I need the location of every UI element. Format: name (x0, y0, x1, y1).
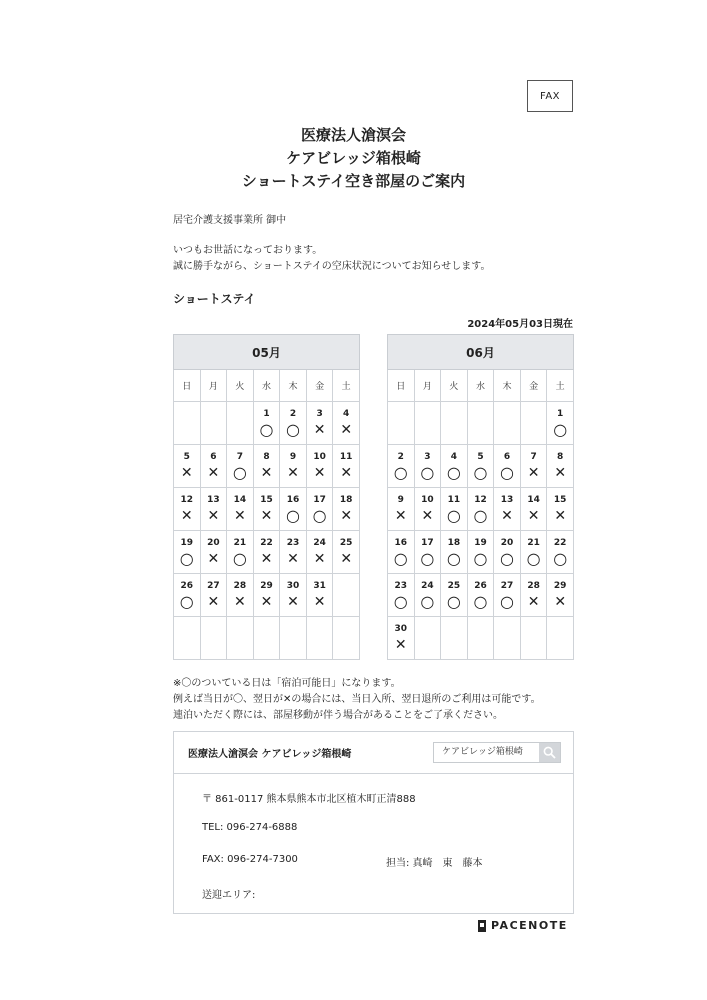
unavailable-mark: ✕ (527, 594, 540, 610)
day-number: 14 (527, 495, 540, 505)
day-number: 27 (207, 581, 220, 591)
calendar-week (388, 488, 574, 531)
calendar-empty-cell (414, 617, 441, 660)
weekday-label: 土 (547, 370, 574, 402)
unavailable-mark: ✕ (207, 551, 220, 567)
note-line: 連泊いただく際には、部屋移動が伴う場合があることをご了承ください。 (173, 710, 503, 721)
calendar-day-cell (520, 488, 547, 531)
unavailable-mark: ✕ (313, 594, 326, 610)
day-number: 8 (557, 452, 564, 462)
calendar-day-cell (174, 531, 201, 574)
day-number: 28 (233, 581, 247, 591)
day-number: 3 (316, 409, 323, 419)
unavailable-mark: ✕ (527, 465, 540, 481)
calendar-day-cell (414, 445, 441, 488)
day-number: 2 (289, 409, 297, 419)
search-box[interactable] (433, 742, 561, 763)
day-number: 18 (339, 495, 353, 505)
available-mark: ○ (393, 463, 408, 482)
calendar-empty-cell (467, 402, 494, 445)
unavailable-mark: ✕ (207, 594, 220, 610)
day-number: 7 (530, 452, 537, 462)
calendar-empty-cell (494, 617, 521, 660)
available-mark: ○ (312, 506, 327, 525)
calendar-day-cell (280, 445, 307, 488)
greeting (173, 243, 491, 275)
contact-person: 担当: 真崎 東 藤本 (386, 858, 483, 869)
available-mark: ○ (473, 463, 488, 482)
calendar-week (388, 531, 574, 574)
calendar-empty-cell (174, 402, 201, 445)
day-number: 24 (421, 581, 434, 591)
available-mark: ○ (446, 463, 461, 482)
unavailable-mark: ✕ (234, 508, 246, 524)
title-organization: 医療法人滄溟会 (300, 126, 406, 144)
unavailable-mark: ✕ (313, 422, 326, 438)
calendar-week (174, 488, 360, 531)
calendar-day-cell (388, 445, 415, 488)
available-mark: ○ (473, 592, 488, 611)
pacenote-logo (478, 919, 568, 932)
calendar-day-cell (547, 574, 574, 617)
available-mark: ○ (446, 506, 461, 525)
search-icon (543, 746, 556, 759)
calendar-day-cell (306, 402, 333, 445)
calendar-empty-cell (306, 617, 333, 660)
unavailable-mark: ✕ (340, 551, 353, 567)
contact-fax: FAX: 096-274-7300 (202, 854, 298, 865)
contact-area: 送迎エリア: (202, 890, 256, 901)
unavailable-mark: ✕ (554, 594, 567, 610)
available-mark: ○ (259, 420, 274, 439)
day-number: 6 (210, 452, 217, 462)
unavailable-mark: ✕ (394, 508, 407, 524)
calendar-day-cell (174, 574, 201, 617)
logo-text: PACENOTE (491, 919, 568, 932)
calendar-day-cell (547, 488, 574, 531)
calendar-day-cell (388, 574, 415, 617)
unavailable-mark: ✕ (180, 508, 193, 524)
greeting-line: いつもお世話になっております。 (173, 245, 323, 256)
day-number: 29 (553, 581, 567, 591)
unavailable-mark: ✕ (260, 508, 273, 524)
calendar-day-cell (520, 445, 547, 488)
calendar-day-cell (333, 445, 360, 488)
calendar-day-cell (441, 574, 468, 617)
day-number: 29 (260, 581, 273, 591)
available-mark: ○ (473, 506, 488, 525)
calendar-empty-cell (200, 617, 227, 660)
available-mark: ○ (553, 420, 568, 439)
weekday-label: 水 (253, 370, 280, 402)
title-facility: ケアビレッジ箱根崎 (286, 149, 421, 167)
day-number: 26 (180, 581, 194, 591)
calendar-day-cell (280, 402, 307, 445)
calendar-may (173, 334, 360, 660)
day-number: 23 (286, 538, 300, 548)
weekday-label: 土 (333, 370, 360, 402)
day-number: 19 (474, 538, 487, 548)
title-subject: ショートステイ空き部屋のご案内 (241, 172, 466, 190)
unavailable-mark: ✕ (207, 465, 220, 481)
available-mark: ○ (420, 463, 435, 482)
day-number: 2 (397, 452, 404, 462)
calendar-empty-cell (441, 617, 468, 660)
available-mark: ○ (446, 592, 461, 611)
calendar-day-cell (520, 531, 547, 574)
calendar-day-cell (174, 445, 201, 488)
available-mark: ○ (446, 549, 461, 568)
calendar-day-cell (494, 574, 521, 617)
calendar-day-cell (467, 574, 494, 617)
weekday-label: 火 (227, 370, 254, 402)
calendar-day-cell (520, 574, 547, 617)
contact-box (173, 731, 574, 914)
calendar-day-cell (227, 488, 254, 531)
calendar-day-cell (280, 488, 307, 531)
note-line: ※〇のついている日は「宿泊可能日」になります。 (173, 678, 401, 689)
calendar-day-cell (253, 445, 280, 488)
calendar-day-cell (494, 488, 521, 531)
day-number: 10 (313, 452, 326, 462)
day-number: 19 (180, 538, 194, 548)
unavailable-mark: ✕ (340, 465, 353, 481)
calendar-day-cell (253, 574, 280, 617)
unavailable-mark: ✕ (287, 551, 299, 567)
calendar-day-cell (441, 531, 468, 574)
available-mark: ○ (179, 592, 194, 611)
day-number: 10 (421, 495, 434, 505)
calendar-empty-cell (388, 402, 415, 445)
unavailable-mark: ✕ (421, 508, 434, 524)
unavailable-mark: ✕ (207, 508, 220, 524)
weekday-label: 日 (174, 370, 201, 402)
unavailable-mark: ✕ (287, 594, 299, 610)
day-number: 5 (183, 452, 190, 462)
day-number: 21 (527, 538, 540, 548)
calendar-day-cell (441, 488, 468, 531)
day-number: 31 (313, 581, 326, 591)
greeting-line: 誠に勝手ながら、ショートステイの空床状況についてお知らせします。 (173, 261, 491, 272)
calendar-empty-cell (253, 617, 280, 660)
available-mark: ○ (286, 506, 300, 525)
fax-label: FAX (527, 80, 573, 112)
calendar-month-header: 05月 (174, 335, 360, 370)
contact-tel: TEL: 096-274-6888 (202, 822, 298, 833)
calendar-day-cell (547, 445, 574, 488)
day-number: 5 (477, 452, 484, 462)
weekday-label: 金 (520, 370, 547, 402)
weekday-label: 木 (280, 370, 307, 402)
calendar-week (388, 445, 574, 488)
calendar-day-cell (280, 574, 307, 617)
search-button[interactable] (539, 743, 560, 762)
calendar-day-cell (333, 402, 360, 445)
calendar-empty-cell (520, 402, 547, 445)
weekday-label: 水 (467, 370, 494, 402)
calendar-day-cell (200, 531, 227, 574)
available-mark: ○ (553, 549, 568, 568)
pacenote-mark-icon (478, 920, 486, 932)
calendar-day-cell (200, 574, 227, 617)
calendar-day-cell (494, 531, 521, 574)
calendar-month-header: 06月 (388, 335, 574, 370)
calendar-day-cell (414, 488, 441, 531)
calendar-day-cell (174, 488, 201, 531)
calendar-day-cell (414, 574, 441, 617)
available-mark: ○ (500, 592, 515, 611)
day-number: 3 (424, 452, 431, 462)
day-number: 30 (394, 624, 408, 634)
calendar-day-cell (280, 531, 307, 574)
calendar-day-cell (467, 488, 494, 531)
unavailable-mark: ✕ (260, 594, 273, 610)
unavailable-mark: ✕ (180, 465, 193, 481)
day-number: 13 (207, 495, 220, 505)
note-line: 例えば当日が〇、翌日が✕の場合には、当日入所、翌日退所のご利用は可能です。 (173, 694, 541, 705)
document-title (0, 124, 707, 193)
weekday-label: 月 (414, 370, 441, 402)
day-number: 22 (260, 538, 273, 548)
calendar-day-cell (227, 445, 254, 488)
available-mark: ○ (500, 549, 515, 568)
day-number: 13 (500, 495, 514, 505)
unavailable-mark: ✕ (287, 465, 299, 481)
day-number: 6 (503, 452, 511, 462)
weekday-label: 金 (306, 370, 333, 402)
unavailable-mark: ✕ (313, 465, 326, 481)
day-number: 4 (450, 452, 458, 462)
day-number: 23 (394, 581, 408, 591)
unavailable-mark: ✕ (394, 637, 407, 653)
calendar-week (388, 574, 574, 617)
available-mark: ○ (286, 420, 300, 439)
day-number: 12 (180, 495, 194, 505)
available-mark: ○ (500, 463, 515, 482)
calendar-empty-cell (333, 574, 360, 617)
calendar-day-cell (253, 402, 280, 445)
day-number: 11 (447, 495, 461, 505)
calendar-day-cell (253, 531, 280, 574)
section-title: ショートステイ (173, 292, 256, 306)
unavailable-mark: ✕ (340, 422, 353, 438)
recipient: 居宅介護支援事業所 御中 (173, 215, 287, 226)
available-mark: ○ (232, 463, 247, 482)
notes (173, 676, 541, 724)
weekday-label: 火 (441, 370, 468, 402)
day-number: 9 (289, 452, 297, 462)
day-number: 24 (313, 538, 326, 548)
available-mark: ○ (179, 549, 194, 568)
day-number: 1 (263, 409, 270, 419)
day-number: 14 (233, 495, 247, 505)
available-mark: ○ (232, 549, 247, 568)
unavailable-mark: ✕ (313, 551, 326, 567)
available-mark: ○ (473, 549, 488, 568)
calendar-day-cell (494, 445, 521, 488)
unavailable-mark: ✕ (234, 594, 246, 610)
day-number: 26 (474, 581, 487, 591)
unavailable-mark: ✕ (260, 465, 273, 481)
calendar-empty-cell (494, 402, 521, 445)
available-mark: ○ (393, 549, 408, 568)
calendar-empty-cell (280, 617, 307, 660)
search-input[interactable]: ケアビレッジ箱根崎 (442, 747, 523, 757)
calendar-day-cell (200, 445, 227, 488)
calendar-june (387, 334, 574, 660)
day-number: 17 (313, 495, 326, 505)
unavailable-mark: ✕ (260, 551, 273, 567)
calendar-week (388, 617, 574, 660)
day-number: 16 (394, 538, 408, 548)
calendar-day-cell (333, 531, 360, 574)
calendar-day-cell (388, 617, 415, 660)
day-number: 15 (553, 495, 567, 505)
calendar-day-cell (388, 488, 415, 531)
calendar-day-cell (200, 488, 227, 531)
unavailable-mark: ✕ (554, 465, 567, 481)
day-number: 27 (500, 581, 514, 591)
unavailable-mark: ✕ (527, 508, 540, 524)
calendar-empty-cell (520, 617, 547, 660)
available-mark: ○ (526, 549, 541, 568)
day-number: 20 (500, 538, 514, 548)
calendar-day-cell (306, 488, 333, 531)
calendar-week (388, 402, 574, 445)
as-of-date: 2024年05月03日現在 (467, 319, 573, 330)
day-number: 18 (447, 538, 461, 548)
calendar-day-cell (227, 574, 254, 617)
calendar-day-cell (441, 445, 468, 488)
weekday-label: 木 (494, 370, 521, 402)
calendar-empty-cell (441, 402, 468, 445)
day-number: 8 (263, 452, 270, 462)
calendar-empty-cell (227, 402, 254, 445)
calendar-week (174, 402, 360, 445)
day-number: 4 (343, 409, 350, 419)
weekday-label: 日 (388, 370, 415, 402)
calendar-day-cell (467, 445, 494, 488)
day-number: 1 (557, 409, 564, 419)
calendar-day-cell (333, 488, 360, 531)
calendar-empty-cell (467, 617, 494, 660)
day-number: 9 (397, 495, 404, 505)
day-number: 22 (553, 538, 567, 548)
weekday-label: 月 (200, 370, 227, 402)
calendar-day-cell (547, 531, 574, 574)
calendar-day-cell (414, 531, 441, 574)
calendar-week (174, 617, 360, 660)
calendar-empty-cell (414, 402, 441, 445)
day-number: 7 (236, 452, 244, 462)
calendar-week (174, 445, 360, 488)
calendar-day-cell (253, 488, 280, 531)
day-number: 25 (447, 581, 461, 591)
calendar-day-cell (306, 574, 333, 617)
contact-address: 〒 861-0117 熊本県熊本市北区植木町正清888 (202, 794, 416, 805)
unavailable-mark: ✕ (501, 508, 513, 524)
available-mark: ○ (420, 549, 435, 568)
calendar-empty-cell (200, 402, 227, 445)
day-number: 12 (474, 495, 487, 505)
calendar-day-cell (388, 531, 415, 574)
calendar-empty-cell (227, 617, 254, 660)
calendar-empty-cell (174, 617, 201, 660)
calendar-week (174, 531, 360, 574)
calendar-day-cell (306, 531, 333, 574)
unavailable-mark: ✕ (554, 508, 567, 524)
calendar-day-cell (547, 402, 574, 445)
contact-name: 医療法人滄溟会 ケアビレッジ箱根崎 (188, 749, 352, 760)
day-number: 25 (339, 538, 353, 548)
calendar-empty-cell (547, 617, 574, 660)
calendar-day-cell (467, 531, 494, 574)
calendar-week (174, 574, 360, 617)
day-number: 15 (260, 495, 273, 505)
available-mark: ○ (393, 592, 408, 611)
day-number: 28 (527, 581, 540, 591)
day-number: 21 (233, 538, 247, 548)
calendar-day-cell (227, 531, 254, 574)
day-number: 16 (286, 495, 300, 505)
calendar-empty-cell (333, 617, 360, 660)
calendar-day-cell (306, 445, 333, 488)
unavailable-mark: ✕ (340, 508, 353, 524)
available-mark: ○ (420, 592, 435, 611)
day-number: 20 (207, 538, 220, 548)
day-number: 30 (286, 581, 300, 591)
day-number: 11 (339, 452, 353, 462)
day-number: 17 (421, 538, 434, 548)
